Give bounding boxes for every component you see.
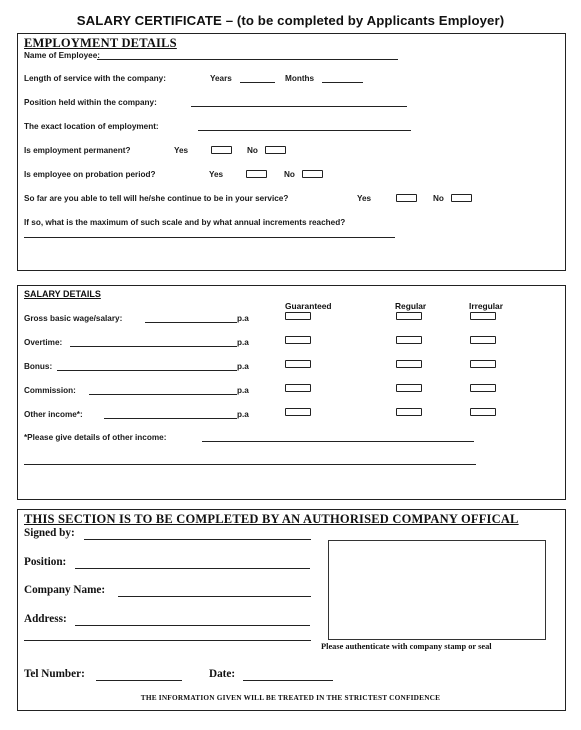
gross-wage-regular-checkbox[interactable] <box>396 312 422 320</box>
overtime-pa: p.a <box>237 338 249 347</box>
probation-no-label: No <box>284 170 295 179</box>
continue-yes-label: Yes <box>357 194 372 203</box>
overtime-regular-checkbox[interactable] <box>396 336 422 344</box>
confidentiality-notice: THE INFORMATION GIVEN WILL BE TREATED IN THE STRICTEST CONFIDENCE <box>140 693 441 702</box>
years-field[interactable] <box>240 82 275 83</box>
scale-question-label: If so, what is the maximum of such scale and by what annual increments reached? <box>24 218 346 227</box>
position-label: Position: <box>24 556 67 568</box>
other-income-irregular-checkbox[interactable] <box>470 408 496 416</box>
other-income-guaranteed-checkbox[interactable] <box>285 408 311 416</box>
other-income-field[interactable] <box>104 418 237 419</box>
bonus-label: Bonus: <box>24 362 53 371</box>
commission-label: Commission: <box>24 386 76 395</box>
permanent-yes-label: Yes <box>174 146 189 155</box>
gross-wage-guaranteed-checkbox[interactable] <box>285 312 311 320</box>
other-income-regular-checkbox[interactable] <box>396 408 422 416</box>
probation-no-checkbox[interactable] <box>302 170 323 178</box>
probation-yes-checkbox[interactable] <box>246 170 267 178</box>
scale-answer-field[interactable] <box>24 237 395 238</box>
commission-irregular-checkbox[interactable] <box>470 384 496 392</box>
date-field[interactable] <box>243 680 333 681</box>
address-label: Address: <box>24 613 67 625</box>
permanent-no-checkbox[interactable] <box>265 146 286 154</box>
years-label: Years <box>210 74 232 83</box>
authorised-official-heading: THIS SECTION IS TO BE COMPLETED BY AN AUTHORISED COMPANY OFFICAL <box>24 512 519 526</box>
stamp-caption: Please authenticate with company stamp or seal <box>321 642 492 651</box>
signed-by-label: Signed by: <box>24 527 75 539</box>
company-name-label: Company Name: <box>24 584 106 596</box>
probation-yes-label: Yes <box>209 170 224 179</box>
commission-guaranteed-checkbox[interactable] <box>285 384 311 392</box>
other-income-label: Other income*: <box>24 410 83 419</box>
commission-pa: p.a <box>237 386 249 395</box>
signed-by-field[interactable] <box>84 539 311 540</box>
irregular-column-header: Irregular <box>469 301 503 311</box>
other-income-details-label: *Please give details of other income: <box>24 433 167 442</box>
tel-number-label: Tel Number: <box>24 668 85 680</box>
overtime-guaranteed-checkbox[interactable] <box>285 336 311 344</box>
company-name-field[interactable] <box>118 596 311 597</box>
address-field-2[interactable] <box>24 640 311 641</box>
company-stamp-box <box>328 540 546 640</box>
continue-no-checkbox[interactable] <box>451 194 472 202</box>
commission-field[interactable] <box>89 394 237 395</box>
length-of-service-label: Length of service with the company: <box>24 74 166 83</box>
overtime-irregular-checkbox[interactable] <box>470 336 496 344</box>
months-label: Months <box>285 74 315 83</box>
continue-no-label: No <box>433 194 444 203</box>
permanent-label: Is employment permanent? <box>24 146 131 155</box>
other-income-details-field[interactable] <box>202 441 474 442</box>
position-held-label: Position held within the company: <box>24 98 157 107</box>
overtime-label: Overtime: <box>24 338 63 347</box>
bonus-regular-checkbox[interactable] <box>396 360 422 368</box>
commission-regular-checkbox[interactable] <box>396 384 422 392</box>
continue-yes-checkbox[interactable] <box>396 194 417 202</box>
bonus-guaranteed-checkbox[interactable] <box>285 360 311 368</box>
gross-wage-pa: p.a <box>237 314 249 323</box>
location-label: The exact location of employment: <box>24 122 159 131</box>
permanent-yes-checkbox[interactable] <box>211 146 232 154</box>
bonus-field[interactable] <box>57 370 237 371</box>
date-label: Date: <box>209 668 236 680</box>
gross-wage-irregular-checkbox[interactable] <box>470 312 496 320</box>
other-income-details-field-2[interactable] <box>24 464 476 465</box>
salary-details-heading: SALARY DETAILS <box>24 289 101 299</box>
regular-column-header: Regular <box>395 301 427 311</box>
employee-name-field[interactable] <box>97 59 398 60</box>
tel-number-field[interactable] <box>96 680 182 681</box>
months-field[interactable] <box>322 82 363 83</box>
gross-wage-field[interactable] <box>145 322 237 323</box>
employee-name-label: Name of Employee: <box>24 51 100 60</box>
location-field[interactable] <box>198 130 411 131</box>
bonus-irregular-checkbox[interactable] <box>470 360 496 368</box>
employment-details-heading: EMPLOYMENT DETAILS <box>24 36 177 50</box>
overtime-field[interactable] <box>70 346 237 347</box>
permanent-no-label: No <box>247 146 258 155</box>
gross-wage-label: Gross basic wage/salary: <box>24 314 123 323</box>
continue-service-label: So far are you able to tell will he/she continue to be in your service? <box>24 194 289 203</box>
address-field[interactable] <box>75 625 310 626</box>
probation-label: Is employee on probation period? <box>24 170 156 179</box>
other-income-pa: p.a <box>237 410 249 419</box>
bonus-pa: p.a <box>237 362 249 371</box>
position-held-field[interactable] <box>191 106 407 107</box>
guaranteed-column-header: Guaranteed <box>285 301 332 311</box>
position-field[interactable] <box>75 568 310 569</box>
form-title: SALARY CERTIFICATE – (to be completed by Applicants Employer) <box>76 13 505 28</box>
